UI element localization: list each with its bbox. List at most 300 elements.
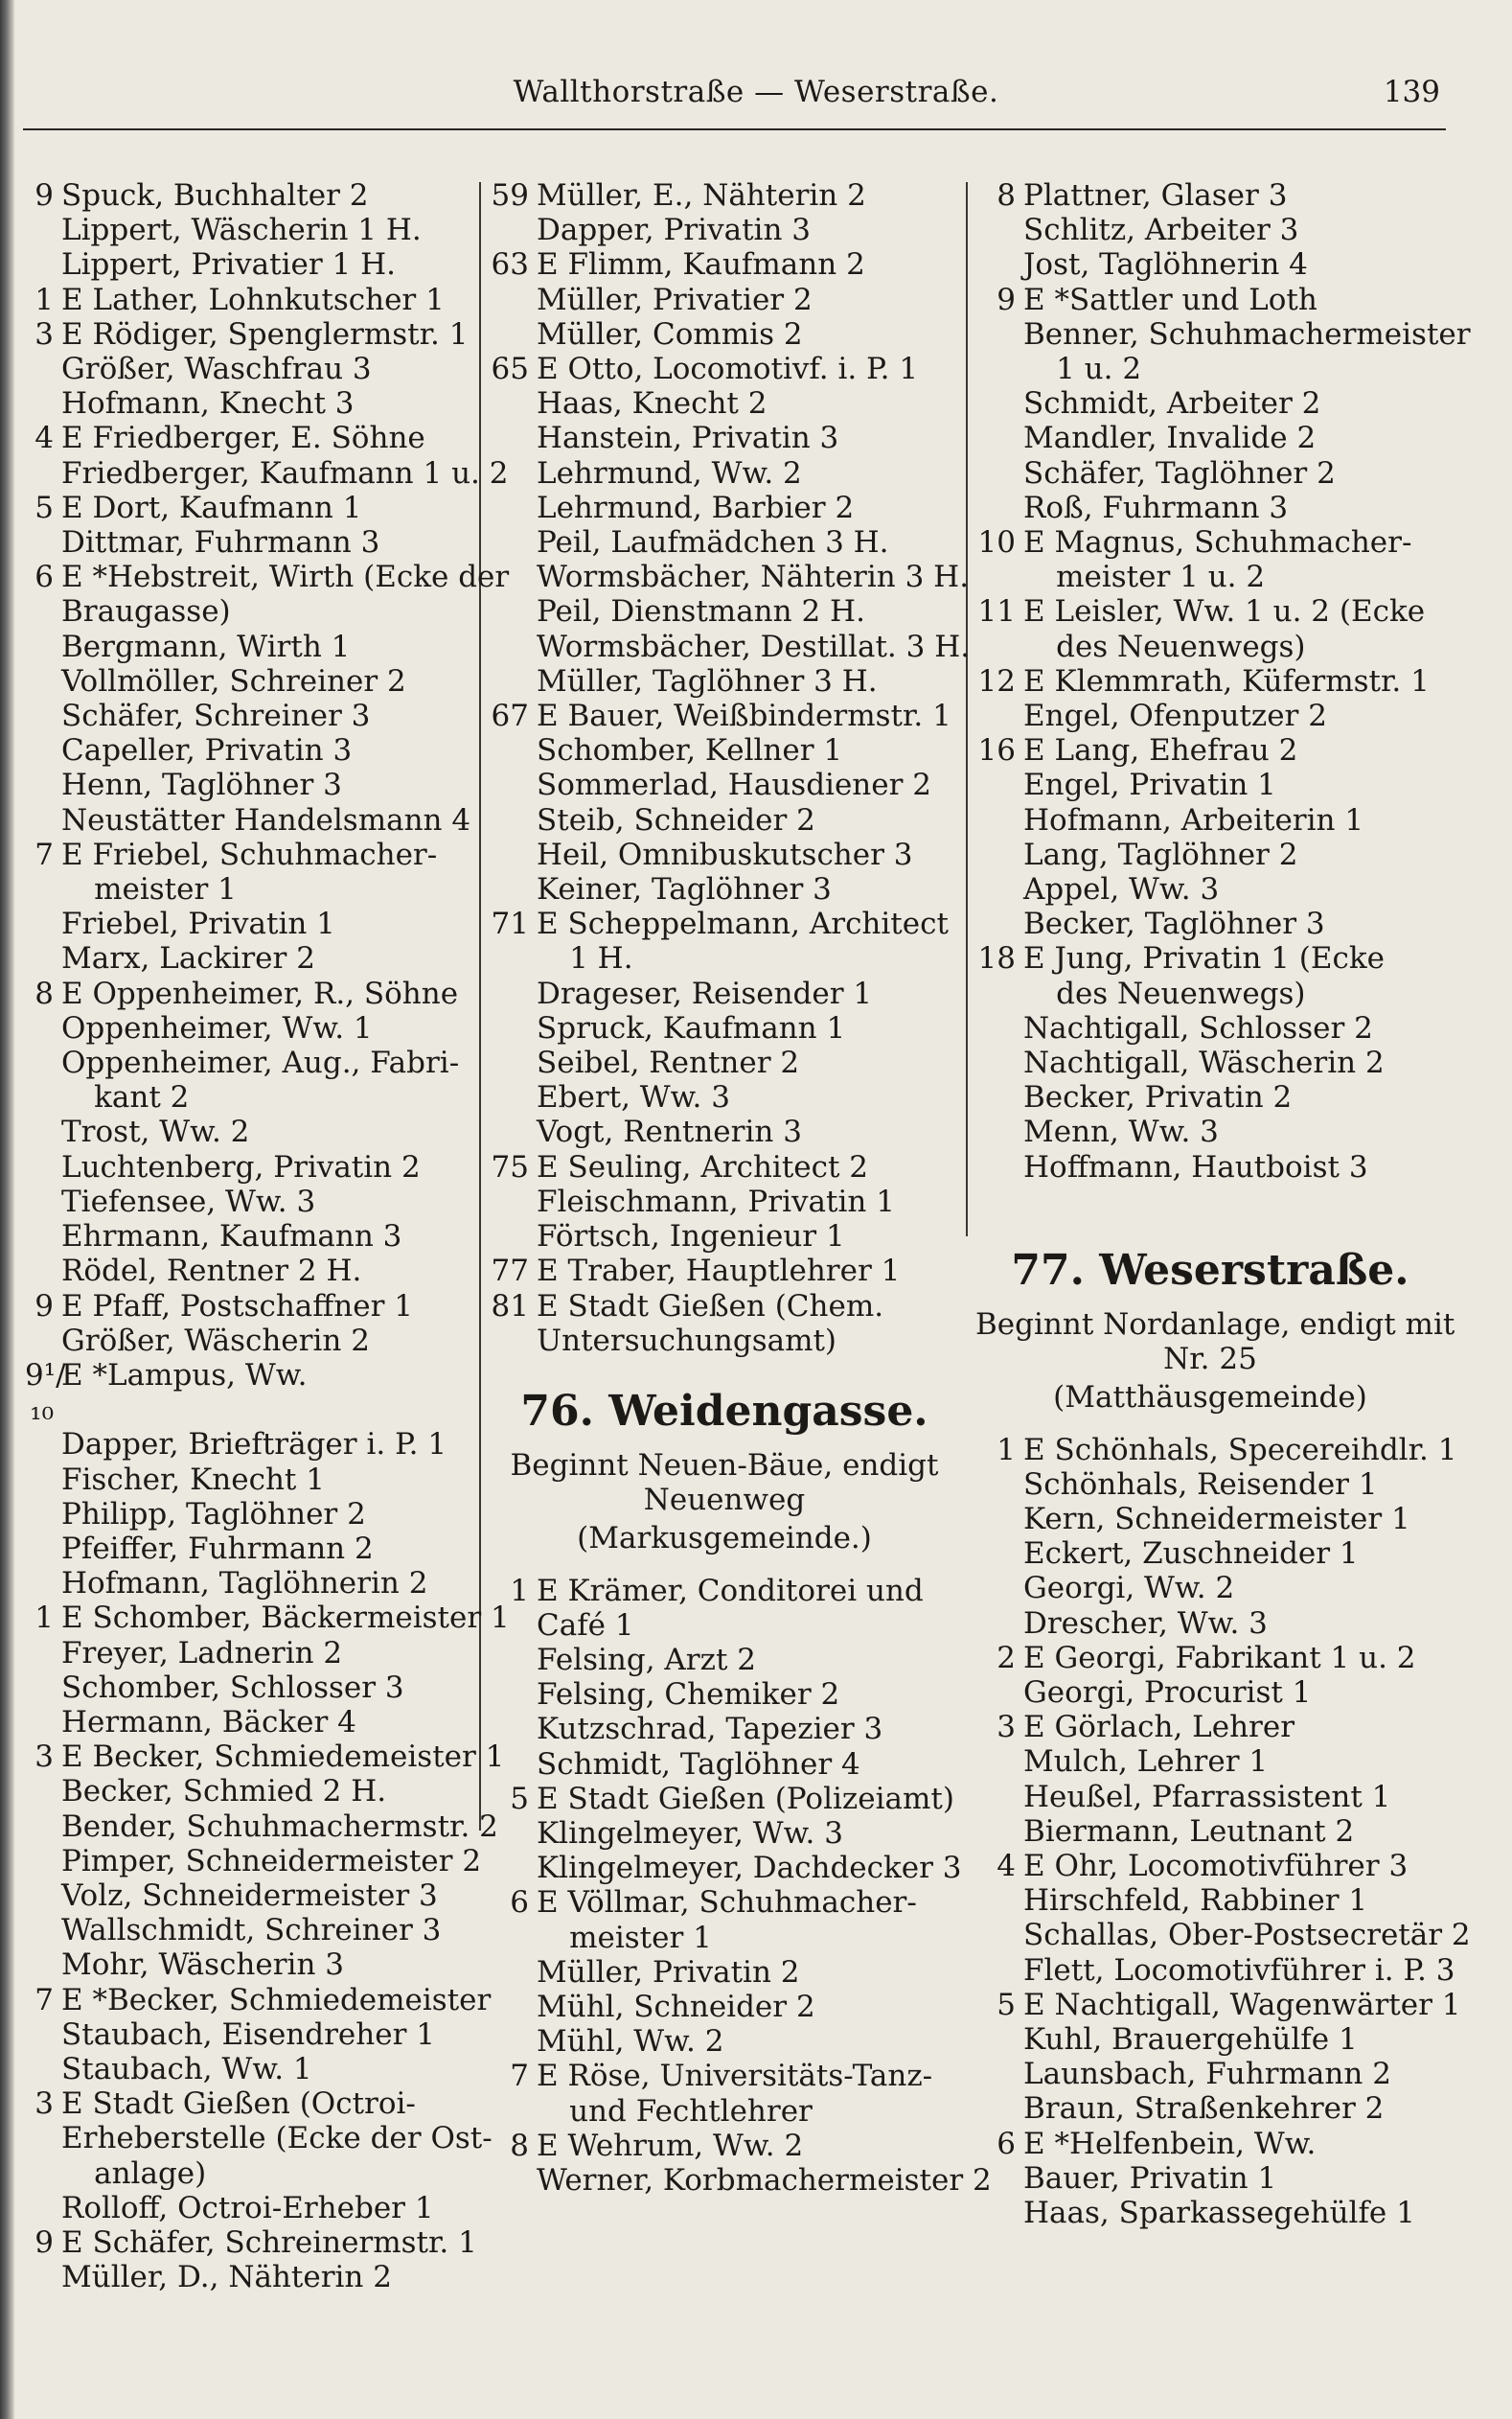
directory-entry xyxy=(25,907,470,941)
directory-entry xyxy=(491,977,958,1011)
parish-label: (Markusgemeinde.) xyxy=(577,1521,872,1556)
resident-entry: E *Hebstreit, Wirth (Ecke der xyxy=(61,560,510,595)
house-number xyxy=(975,1046,1023,1080)
resident-entry: Tiefensee, Ww. 3 xyxy=(61,1184,316,1219)
house-number: 16 xyxy=(977,733,1016,769)
directory-entry xyxy=(491,247,958,282)
directory-entry xyxy=(975,2196,1445,2230)
resident-entry: Kutzschrad, Tapezier 3 xyxy=(537,1712,883,1747)
directory-entry xyxy=(975,525,1445,560)
resident-entry: Müller, Taglöhner 3 H. xyxy=(537,663,878,699)
directory-entry xyxy=(25,317,470,352)
directory-entry xyxy=(975,560,1445,594)
resident-entry: Sommerlad, Hausdiener 2 xyxy=(537,768,932,803)
directory-entry xyxy=(975,491,1445,525)
house-number xyxy=(491,2163,537,2198)
directory-entry xyxy=(25,699,470,733)
house-number xyxy=(975,1115,1023,1149)
directory-entry xyxy=(491,2024,958,2059)
directory-entry xyxy=(491,1574,958,1608)
resident-entry: Becker, Schmied 2 H. xyxy=(61,1774,387,1809)
directory-entry xyxy=(25,1636,470,1670)
resident-entry: Müller, Privatin 2 xyxy=(537,1954,800,1990)
running-title: Wallthorstraße — Weserstraße. xyxy=(513,75,999,109)
directory-entry xyxy=(25,1011,470,1046)
directory-entry xyxy=(491,2129,958,2163)
resident-entry: Neustätter Handelsmann 4 xyxy=(61,802,471,838)
house-number xyxy=(491,213,537,247)
directory-entry xyxy=(491,317,958,352)
house-number: 8 xyxy=(510,2128,529,2163)
house-number: 77 xyxy=(491,1254,529,1289)
house-number: 67 xyxy=(491,699,529,734)
resident-entry: E Klemmrath, Küfermstr. 1 xyxy=(1023,663,1430,699)
house-number xyxy=(975,456,1023,491)
house-number xyxy=(25,1636,61,1670)
resident-entry: Oppenheimer, Ww. 1 xyxy=(61,1010,373,1046)
house-number: 81 xyxy=(491,1288,529,1324)
resident-entry: Schmidt, Taglöhner 4 xyxy=(537,1746,860,1782)
resident-entry: E Lang, Ehefrau 2 xyxy=(1023,733,1298,769)
resident-entry: Schmidt, Arbeiter 2 xyxy=(1023,386,1321,422)
directory-entry xyxy=(25,1289,470,1324)
directory-entry xyxy=(975,1571,1445,1605)
directory-entry xyxy=(25,1982,492,2017)
resident-entry: Lehrmund, Ww. 2 xyxy=(537,455,802,491)
house-number xyxy=(491,1990,537,2024)
house-number xyxy=(975,768,1023,802)
house-number xyxy=(491,872,537,907)
house-number: 1 xyxy=(34,282,54,317)
directory-entry xyxy=(491,629,971,664)
resident-entry: E Oppenheimer, R., Söhne xyxy=(61,976,459,1011)
directory-entry xyxy=(491,1219,958,1254)
house-number: 5 xyxy=(510,1781,529,1816)
house-number xyxy=(975,907,1023,941)
resident-entry: E Leisler, Ww. 1 u. 2 (Ecke xyxy=(1023,594,1426,630)
column-right xyxy=(975,178,1471,2230)
resident-entry: Steib, Schneider 2 xyxy=(537,802,815,838)
resident-entry: E Schomber, Bäckermeister 1 xyxy=(61,1601,510,1636)
house-number xyxy=(491,317,537,352)
column-divider xyxy=(479,182,481,1831)
directory-entry xyxy=(25,941,470,976)
directory-entry xyxy=(25,491,470,525)
directory-entry xyxy=(25,1843,482,1878)
resident-entry: Haas, Sparkassegehülfe 1 xyxy=(1023,2195,1415,2230)
directory-entry xyxy=(25,872,470,907)
directory-entry xyxy=(975,1814,1445,1849)
house-number xyxy=(491,1816,537,1851)
resident-entry: E Flimm, Kaufmann 2 xyxy=(537,247,865,283)
resident-entry: Werner, Korbmachermeister 2 xyxy=(537,2162,992,2198)
resident-entry: Müller, Commis 2 xyxy=(537,316,803,352)
resident-entry: Felsing, Chemiker 2 xyxy=(537,1677,840,1713)
directory-entry xyxy=(25,1219,470,1254)
resident-entry: Staubach, Ww. 1 xyxy=(61,2051,312,2086)
house-number xyxy=(25,594,61,629)
directory-entry xyxy=(491,907,958,941)
resident-entry: Engel, Privatin 1 xyxy=(1023,768,1276,803)
directory-entry xyxy=(25,2017,470,2052)
resident-entry: Mulch, Lehrer 1 xyxy=(1023,1744,1269,1780)
house-number xyxy=(491,1046,537,1080)
directory-entry xyxy=(25,664,470,699)
directory-entry xyxy=(25,733,470,768)
directory-entry xyxy=(491,560,970,595)
house-number xyxy=(491,1921,537,1955)
house-number xyxy=(491,803,537,838)
resident-entry: meister 1 xyxy=(569,1920,712,1955)
resident-entry: Hofmann, Knecht 3 xyxy=(61,386,355,422)
directory-entry xyxy=(491,1885,958,1920)
house-number: 9 xyxy=(34,178,54,213)
directory-entry xyxy=(491,421,958,455)
house-number: 7 xyxy=(34,837,54,872)
resident-entry: Haas, Knecht 2 xyxy=(537,386,767,422)
house-number xyxy=(975,386,1023,421)
house-number xyxy=(25,907,61,941)
directory-entry xyxy=(25,1878,470,1913)
house-number xyxy=(975,1011,1023,1046)
house-number: 9 xyxy=(997,282,1016,317)
resident-entry: Vollmöller, Schreiner 2 xyxy=(61,663,406,699)
directory-entry xyxy=(975,941,1445,976)
resident-entry: E Rödiger, Spenglermstr. 1 xyxy=(61,316,469,352)
directory-entry xyxy=(25,2260,470,2294)
directory-entry xyxy=(25,2086,470,2121)
house-number xyxy=(25,1566,61,1601)
resident-entry: E Schönhals, Specereihdlr. 1 xyxy=(1023,1432,1457,1467)
book-spine-shadow xyxy=(0,0,15,2419)
house-number xyxy=(25,1011,61,1046)
house-number xyxy=(975,1536,1023,1571)
directory-entry xyxy=(975,803,1445,838)
resident-entry: Menn, Ww. 3 xyxy=(1023,1115,1219,1150)
resident-entry: Georgi, Ww. 2 xyxy=(1023,1571,1235,1606)
directory-entry xyxy=(975,1987,1461,2022)
house-number xyxy=(491,2024,537,2059)
directory-entry xyxy=(25,1427,470,1462)
resident-entry: E *Lampus, Ww. xyxy=(61,1357,308,1393)
section-note: Beginnt Neuen-Bäue, endigt xyxy=(510,1447,939,1483)
house-number xyxy=(491,1955,537,1990)
directory-entry xyxy=(491,456,958,491)
resident-entry: Größer, Waschfrau 3 xyxy=(61,352,372,387)
resident-entry: Luchtenberg, Privatin 2 xyxy=(61,1149,421,1185)
directory-entry xyxy=(975,1744,1445,1779)
resident-entry: Wormsbächer, Nähterin 3 H. xyxy=(537,560,970,595)
directory-entry xyxy=(25,768,470,802)
resident-entry: E Völlmar, Schuhmacher- xyxy=(537,1885,917,1921)
directory-entry xyxy=(975,2091,1445,2126)
house-number: 8 xyxy=(34,976,54,1011)
house-number xyxy=(975,977,1023,1011)
house-number xyxy=(975,1606,1023,1641)
resident-entry: Dittmar, Fuhrmann 3 xyxy=(61,525,380,561)
directory-entry xyxy=(491,1747,958,1782)
resident-entry: Bender, Schuhmachermstr. 2 xyxy=(61,1808,498,1844)
house-number: 9 xyxy=(34,2224,54,2260)
directory-entry xyxy=(25,2156,470,2191)
directory-entry xyxy=(491,491,958,525)
house-number xyxy=(491,1324,537,1358)
house-number xyxy=(975,560,1023,594)
house-number xyxy=(25,2052,61,2086)
resident-entry: Müller, D., Nähterin 2 xyxy=(61,2260,392,2295)
resident-entry: Lehrmund, Barbier 2 xyxy=(537,490,855,525)
house-number xyxy=(25,872,61,907)
directory-entry xyxy=(25,1150,470,1185)
directory-entry xyxy=(25,1739,505,1775)
resident-entry: Wallschmidt, Schreiner 3 xyxy=(61,1913,442,1948)
section-heading-77: 77. Weserstraße. xyxy=(1011,1245,1409,1295)
house-number: 71 xyxy=(491,907,529,942)
resident-entry: Eckert, Zuschneider 1 xyxy=(1023,1536,1359,1572)
resident-entry: E Scheppelmann, Architect xyxy=(537,907,949,942)
resident-entry: Flett, Locomotivführer i. P. 3 xyxy=(1023,1952,1455,1988)
resident-entry: Förtsch, Ingenieur 1 xyxy=(537,1219,845,1255)
house-number xyxy=(975,872,1023,907)
directory-entry xyxy=(491,1046,958,1080)
house-number xyxy=(975,1918,1023,1952)
directory-entry xyxy=(975,630,1445,664)
directory-entry xyxy=(975,283,1445,317)
house-number xyxy=(491,977,537,1011)
resident-entry: Freyer, Ladnerin 2 xyxy=(61,1635,343,1670)
resident-entry: Größer, Wäscherin 2 xyxy=(61,1323,370,1358)
resident-entry: Mandler, Invalide 2 xyxy=(1023,421,1317,456)
house-number xyxy=(975,421,1023,455)
resident-entry: Klingelmeyer, Dachdecker 3 xyxy=(537,1851,962,1886)
directory-entry xyxy=(491,1677,958,1712)
house-number xyxy=(25,1463,61,1497)
resident-entry: anlage) xyxy=(94,2155,207,2191)
resident-entry: Jost, Taglöhnerin 4 xyxy=(1023,247,1308,283)
resident-entry: E Nachtigall, Wagenwärter 1 xyxy=(1023,1987,1461,2022)
directory-entry xyxy=(25,1254,470,1288)
resident-entry: Heil, Omnibuskutscher 3 xyxy=(537,837,913,872)
directory-entry xyxy=(491,525,958,560)
directory-entry xyxy=(25,455,509,491)
resident-entry: E Jung, Privatin 1 (Ecke xyxy=(1023,941,1385,977)
house-number xyxy=(25,525,61,560)
directory-entry xyxy=(25,1080,470,1115)
directory-entry xyxy=(975,1641,1445,1675)
resident-entry: E *Helfenbein, Ww. xyxy=(1023,2126,1317,2161)
house-number: 10 xyxy=(977,525,1016,561)
resident-entry: E Görlach, Lehrer xyxy=(1023,1710,1295,1745)
directory-entry xyxy=(491,1990,958,2024)
resident-entry: Schallas, Ober-Postsecretär 2 xyxy=(1023,1918,1471,1953)
directory-entry xyxy=(491,941,958,976)
directory-entry xyxy=(491,1115,958,1149)
resident-entry: E Stadt Gießen (Octroi- xyxy=(61,2086,416,2122)
directory-entry xyxy=(25,247,470,282)
house-number xyxy=(491,386,537,421)
house-number: 5 xyxy=(34,490,54,525)
house-number xyxy=(975,2161,1023,2196)
resident-entry: E Stadt Gießen (Polizeiamt) xyxy=(537,1781,954,1816)
house-number xyxy=(491,1747,537,1782)
house-number xyxy=(491,525,537,560)
house-number xyxy=(25,1844,61,1878)
resident-entry: Müller, E., Nähterin 2 xyxy=(537,178,866,213)
house-number: 5 xyxy=(997,1987,1016,2022)
resident-entry: Untersuchungsamt) xyxy=(537,1323,837,1358)
resident-entry: Trost, Ww. 2 xyxy=(61,1115,250,1150)
resident-entry: E Röse, Universitäts-Tanz- xyxy=(537,2059,933,2094)
resident-entry: E Seuling, Architect 2 xyxy=(537,1149,869,1185)
house-number xyxy=(975,803,1023,838)
resident-entry: Appel, Ww. 3 xyxy=(1023,872,1220,908)
resident-entry: des Neuenwegs) xyxy=(1056,629,1306,664)
directory-entry xyxy=(491,1955,958,1990)
directory-entry xyxy=(25,2224,477,2260)
resident-entry: Schönhals, Reisender 1 xyxy=(1023,1466,1378,1502)
house-number xyxy=(25,247,61,282)
resident-entry: Roß, Fuhrmann 3 xyxy=(1023,490,1289,525)
directory-entry xyxy=(491,699,958,733)
directory-entry xyxy=(491,664,958,699)
house-number xyxy=(25,1115,61,1149)
resident-entry: E Wehrum, Ww. 2 xyxy=(537,2128,804,2163)
page-number: 139 xyxy=(1383,75,1440,109)
directory-entry xyxy=(975,1780,1445,1814)
resident-entry: Schomber, Kellner 1 xyxy=(537,733,843,769)
resident-entry: Keiner, Taglöhner 3 xyxy=(537,872,832,908)
house-number xyxy=(25,1947,61,1982)
directory-entry xyxy=(975,1918,1471,1953)
resident-entry: Vogt, Rentnerin 3 xyxy=(537,1115,802,1150)
directory-entry xyxy=(491,1921,958,1955)
resident-entry: Heußel, Pfarrassistent 1 xyxy=(1023,1779,1391,1814)
house-number xyxy=(491,1219,537,1254)
directory-entry xyxy=(975,872,1445,907)
resident-entry: des Neuenwegs) xyxy=(1056,976,1306,1011)
resident-entry: E *Sattler und Loth xyxy=(1023,282,1317,317)
resident-entry: Philipp, Taglöhner 2 xyxy=(61,1496,366,1532)
resident-entry: E Georgi, Fabrikant 1 u. 2 xyxy=(1023,1640,1416,1675)
house-number xyxy=(25,1705,61,1739)
resident-entry: 1 u. 2 xyxy=(1056,352,1142,387)
house-number xyxy=(25,733,61,768)
resident-entry: Drageser, Reisender 1 xyxy=(537,976,873,1011)
directory-entry xyxy=(25,421,470,455)
house-number xyxy=(975,1814,1023,1849)
directory-entry xyxy=(25,803,470,838)
resident-entry: Ehrmann, Kaufmann 3 xyxy=(61,1219,402,1255)
directory-entry xyxy=(491,1150,958,1185)
directory-entry xyxy=(491,1011,958,1046)
directory-entry xyxy=(25,1324,470,1358)
resident-entry: und Fechtlehrer xyxy=(569,2093,813,2129)
house-number: 18 xyxy=(977,941,1016,977)
resident-entry: Friebel, Privatin 1 xyxy=(61,907,335,942)
house-number: 1 xyxy=(997,1432,1016,1467)
house-number xyxy=(491,1712,537,1746)
column-divider xyxy=(966,182,968,1236)
directory-entry xyxy=(975,699,1445,733)
directory-entry xyxy=(491,2162,992,2198)
directory-entry xyxy=(491,838,958,872)
directory-entry xyxy=(491,2094,958,2129)
resident-entry: Schomber, Schlosser 3 xyxy=(61,1670,404,1705)
directory-entry xyxy=(25,1497,470,1532)
directory-entry xyxy=(25,283,470,317)
house-number: 4 xyxy=(997,1848,1016,1883)
house-number xyxy=(25,2017,61,2052)
directory-entry xyxy=(975,1467,1445,1502)
directory-entry xyxy=(491,283,958,317)
directory-entry xyxy=(975,1849,1445,1883)
house-number: 6 xyxy=(34,560,54,595)
house-number xyxy=(975,352,1023,386)
house-number: 4 xyxy=(34,421,54,456)
house-number xyxy=(25,1185,61,1219)
column-middle xyxy=(491,178,992,2198)
resident-entry: Becker, Privatin 2 xyxy=(1023,1080,1293,1116)
resident-entry: Café 1 xyxy=(537,1607,634,1643)
house-number: 11 xyxy=(977,594,1016,630)
directory-entry xyxy=(25,2191,470,2225)
resident-entry: Hofmann, Taglöhnerin 2 xyxy=(61,1566,428,1601)
house-number xyxy=(25,1878,61,1913)
resident-entry: Hoffmann, Hautboist 3 xyxy=(1023,1149,1368,1185)
resident-entry: Benner, Schuhmachermeister xyxy=(1023,316,1471,352)
house-number xyxy=(975,630,1023,664)
directory-entry xyxy=(975,316,1471,352)
directory-entry xyxy=(975,594,1445,629)
house-number xyxy=(25,1254,61,1288)
house-number xyxy=(491,664,537,699)
house-number xyxy=(491,838,537,872)
directory-entry xyxy=(25,1808,498,1844)
directory-entry xyxy=(975,1606,1445,1641)
resident-entry: E Otto, Locomotivf. i. P. 1 xyxy=(537,352,919,387)
directory-entry xyxy=(975,1150,1445,1185)
directory-entry xyxy=(975,247,1445,282)
resident-entry: E Schäfer, Schreinermstr. 1 xyxy=(61,2224,477,2260)
house-number xyxy=(25,1497,61,1532)
resident-entry: Oppenheimer, Aug., Fabri- xyxy=(61,1046,460,1081)
directory-entry xyxy=(491,1254,958,1288)
house-number: 65 xyxy=(491,352,529,387)
house-number xyxy=(975,1571,1023,1605)
house-number xyxy=(25,1670,61,1705)
resident-entry: Erheberstelle (Ecke der Ost- xyxy=(61,2121,493,2156)
directory-entry xyxy=(975,1502,1445,1536)
directory-entry xyxy=(25,1532,470,1566)
house-number xyxy=(491,421,537,455)
house-number: 7 xyxy=(510,2059,529,2094)
directory-entry xyxy=(491,1782,958,1816)
resident-entry: Rödel, Rentner 2 H. xyxy=(61,1254,362,1289)
resident-entry: Wormsbächer, Destillat. 3 H. xyxy=(537,629,971,664)
house-number xyxy=(975,1080,1023,1115)
directory-entry xyxy=(25,1358,470,1427)
resident-entry: E Dort, Kaufmann 1 xyxy=(61,490,362,525)
directory-entry xyxy=(25,1705,470,1739)
directory-entry xyxy=(491,2059,958,2093)
section-note-cont: Nr. 25 xyxy=(1163,1342,1257,1377)
house-number xyxy=(25,352,61,386)
resident-entry: E *Becker, Schmiedemeister xyxy=(61,1982,492,2017)
directory-entry xyxy=(25,1774,470,1808)
house-number xyxy=(25,1913,61,1947)
directory-entry xyxy=(975,1046,1445,1080)
house-number: 9 xyxy=(34,1288,54,1324)
